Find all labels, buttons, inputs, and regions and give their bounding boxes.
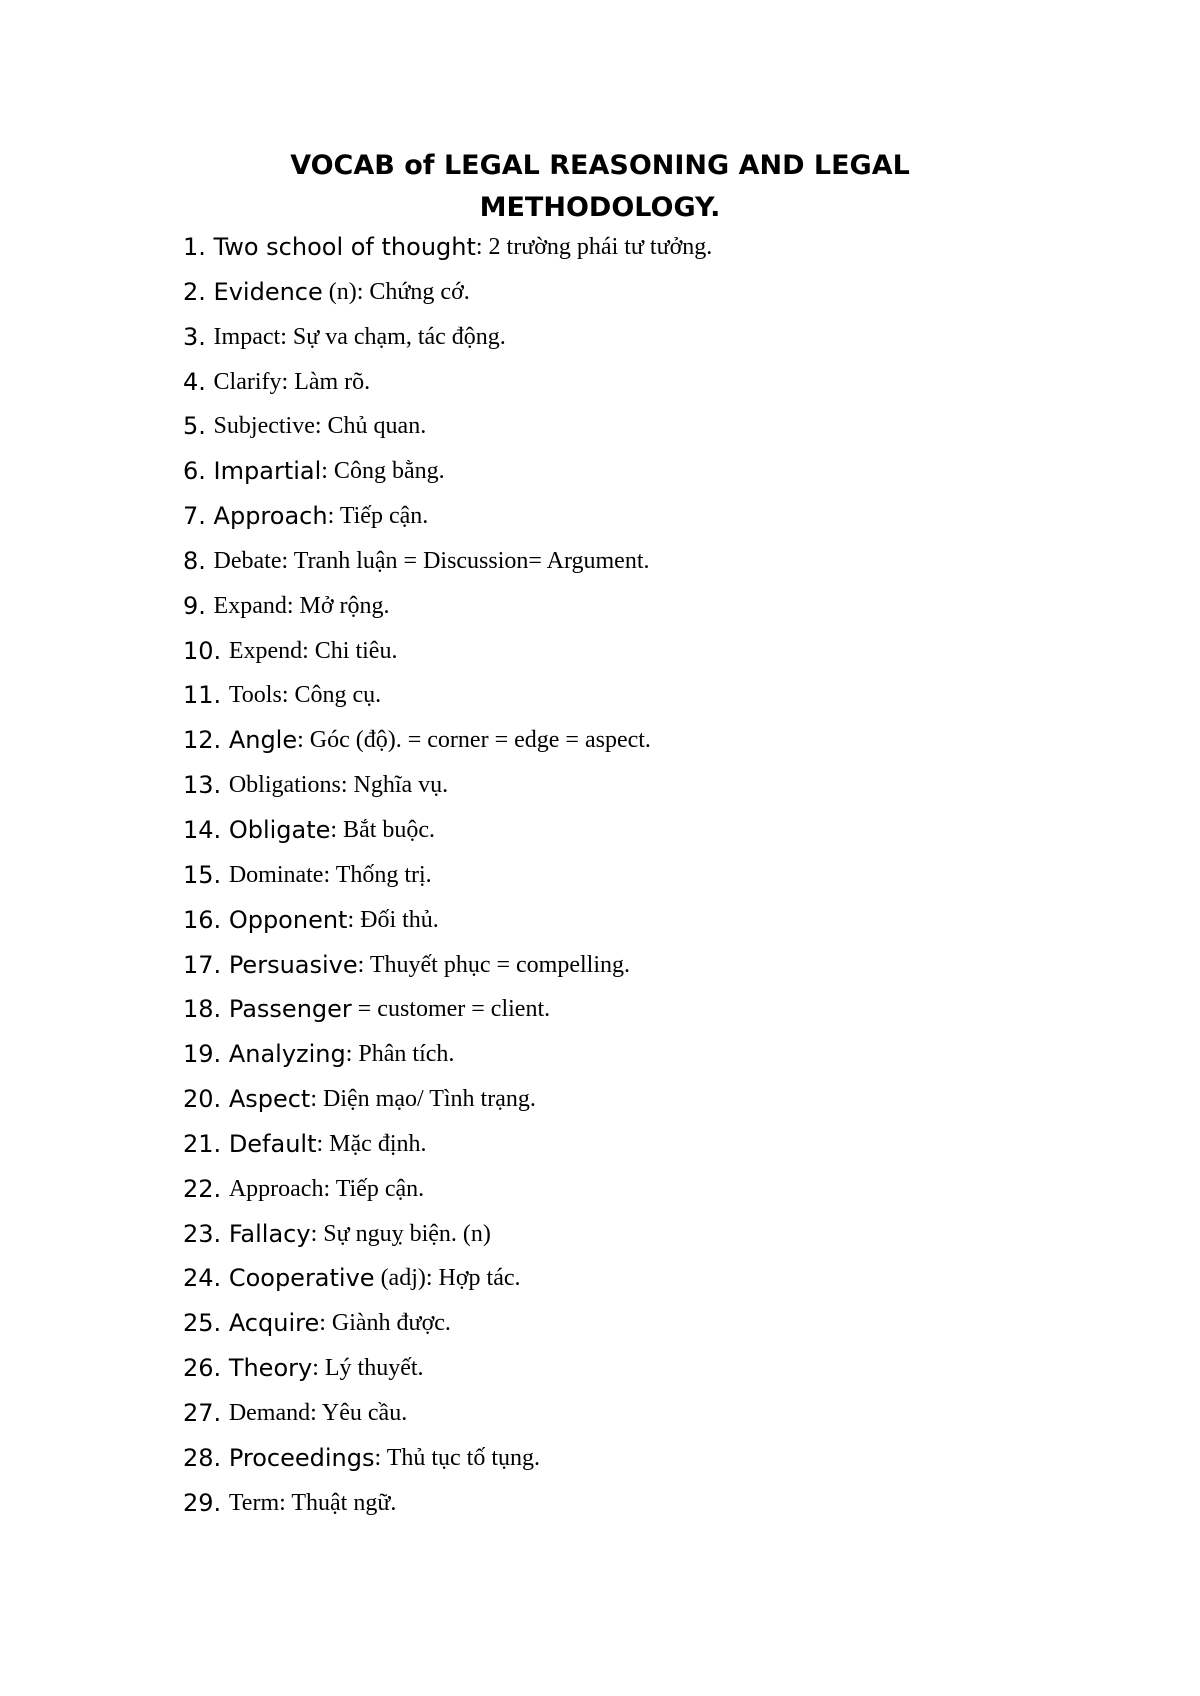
item-term: Expend — [228, 637, 303, 664]
item-term: Cooperative — [228, 1264, 375, 1293]
item-number: 24 . — [183, 1263, 229, 1293]
item-term: Approach — [228, 1175, 324, 1202]
list-item — [183, 1084, 712, 1129]
item-number: 3 . — [183, 322, 214, 352]
item-number: 22 . — [183, 1174, 229, 1204]
item-definition: : Chi tiêu. — [302, 637, 398, 664]
item-number: 13 . — [183, 770, 229, 800]
item-term: Persuasive — [228, 950, 358, 979]
item-number: 1 . — [183, 232, 214, 262]
item-number: 16 . — [183, 905, 229, 935]
list-item — [183, 1443, 712, 1488]
item-number: 14 . — [183, 815, 229, 845]
item-term: Term — [228, 1489, 280, 1516]
list-item — [183, 680, 712, 725]
item-term: Obligate — [228, 815, 331, 844]
item-term: Opponent — [228, 905, 348, 934]
item-number: 18 . — [183, 994, 229, 1024]
list-item — [183, 815, 712, 860]
item-term: Tools — [228, 682, 282, 709]
item-number: 25 . — [183, 1308, 229, 1338]
item-definition: : Chủ quan. — [314, 413, 427, 440]
item-definition: (adj): Hợp tác. — [374, 1265, 521, 1292]
list-item — [183, 277, 712, 322]
item-definition: : Đối thủ. — [347, 906, 439, 933]
list-item — [183, 1308, 712, 1353]
title-line-2: METHODOLOGY. — [479, 192, 721, 223]
list-item — [183, 456, 712, 501]
item-definition: : Yêu cầu. — [310, 1399, 408, 1426]
item-definition: : Sự va chạm, tác động. — [280, 323, 506, 350]
item-definition: : Sự nguỵ biện. (n) — [310, 1220, 491, 1247]
vocab-list — [183, 232, 712, 1532]
item-term: Debate — [213, 547, 282, 574]
item-number: 29 . — [183, 1488, 229, 1518]
item-number: 6 . — [183, 456, 214, 486]
item-term: Impact — [213, 323, 281, 350]
item-definition: : Phân tích. — [345, 1041, 455, 1068]
item-number: 21 . — [183, 1129, 229, 1159]
list-item — [183, 725, 712, 770]
item-term: Theory — [228, 1354, 313, 1383]
item-definition: (n): Chứng cớ. — [322, 278, 470, 305]
item-term: Approach — [213, 502, 328, 531]
list-item — [183, 501, 712, 546]
item-number: 28 . — [183, 1443, 229, 1473]
item-definition: : Công cụ. — [281, 682, 382, 709]
list-item — [183, 367, 712, 412]
item-number: 4 . — [183, 367, 214, 397]
item-definition: : Tranh luận = Discussion= Argument. — [281, 547, 650, 574]
item-term: Clarify — [213, 368, 282, 395]
list-item — [183, 636, 712, 681]
item-number: 5 . — [183, 411, 214, 441]
item-term: Expand — [213, 592, 287, 619]
item-number: 19 . — [183, 1039, 229, 1069]
item-definition: : Làm rõ. — [281, 368, 371, 395]
list-item — [183, 1353, 712, 1398]
list-item — [183, 411, 712, 456]
item-definition: = customer = client. — [351, 996, 551, 1023]
page-title — [0, 145, 1200, 229]
item-definition: : Nghĩa vụ. — [340, 772, 449, 799]
item-number: 10 . — [183, 636, 229, 666]
item-definition: : Thuyết phục = compelling. — [357, 951, 631, 978]
list-item — [183, 994, 712, 1039]
item-term: Default — [228, 1129, 317, 1158]
item-number: 7 . — [183, 501, 214, 531]
item-definition: : Bắt buộc. — [330, 816, 436, 843]
item-term: Analyzing — [228, 1040, 346, 1069]
item-definition: : Mở rộng. — [286, 592, 390, 619]
item-term: Proceedings — [228, 1443, 375, 1472]
item-number: 27 . — [183, 1398, 229, 1428]
item-definition: : Thủ tục tố tụng. — [374, 1444, 541, 1471]
item-number: 9 . — [183, 591, 214, 621]
list-item — [183, 770, 712, 815]
item-number: 12 . — [183, 725, 229, 755]
item-term: Impartial — [213, 457, 322, 486]
item-number: 26 . — [183, 1353, 229, 1383]
title-line-1: VOCAB of LEGAL REASONING AND LEGAL — [290, 150, 910, 181]
list-item — [183, 1263, 712, 1308]
list-item — [183, 1174, 712, 1219]
item-term: Demand — [228, 1399, 311, 1426]
item-number: 2 . — [183, 277, 214, 307]
item-definition: : Thuật ngữ. — [279, 1489, 397, 1516]
list-item — [183, 905, 712, 950]
list-item — [183, 1488, 712, 1533]
item-definition: : Mặc định. — [316, 1130, 427, 1157]
list-item — [183, 1219, 712, 1264]
item-definition: : Lý thuyết. — [312, 1355, 424, 1382]
item-term: Angle — [228, 726, 298, 755]
item-definition: : Thống trị. — [323, 861, 432, 888]
list-item — [183, 322, 712, 367]
list-item — [183, 950, 712, 995]
item-term: Passenger — [228, 995, 352, 1024]
item-term: Evidence — [213, 277, 323, 306]
item-number: 23 . — [183, 1219, 229, 1249]
item-definition: : Tiếp cận. — [323, 1175, 425, 1202]
item-number: 11 . — [183, 680, 229, 710]
list-item — [183, 546, 712, 591]
item-definition: : Giành được. — [319, 1310, 451, 1337]
list-item — [183, 1129, 712, 1174]
item-number: 17 . — [183, 950, 229, 980]
item-term: Acquire — [228, 1309, 320, 1338]
item-term: Subjective — [213, 413, 315, 440]
item-term: Obligations — [228, 772, 341, 799]
item-term: Dominate — [228, 861, 324, 888]
list-item — [183, 860, 712, 905]
item-number: 8 . — [183, 546, 214, 576]
list-item — [183, 232, 712, 277]
item-number: 15 . — [183, 860, 229, 890]
item-definition: : Diện mạo/ Tình trạng. — [310, 1086, 536, 1113]
item-term: Fallacy — [228, 1219, 311, 1248]
list-item — [183, 1398, 712, 1443]
item-definition: : Tiếp cận. — [327, 503, 429, 530]
list-item — [183, 1039, 712, 1084]
item-term: Aspect — [228, 1085, 311, 1114]
list-item — [183, 591, 712, 636]
item-number: 20 . — [183, 1084, 229, 1114]
item-definition: : Góc (độ). = corner = edge = aspect. — [297, 727, 651, 754]
item-definition: : Công bằng. — [321, 458, 445, 485]
item-term: Two school of thought — [213, 233, 476, 261]
item-definition: : 2 trường phái tư tưởng. — [475, 234, 713, 260]
